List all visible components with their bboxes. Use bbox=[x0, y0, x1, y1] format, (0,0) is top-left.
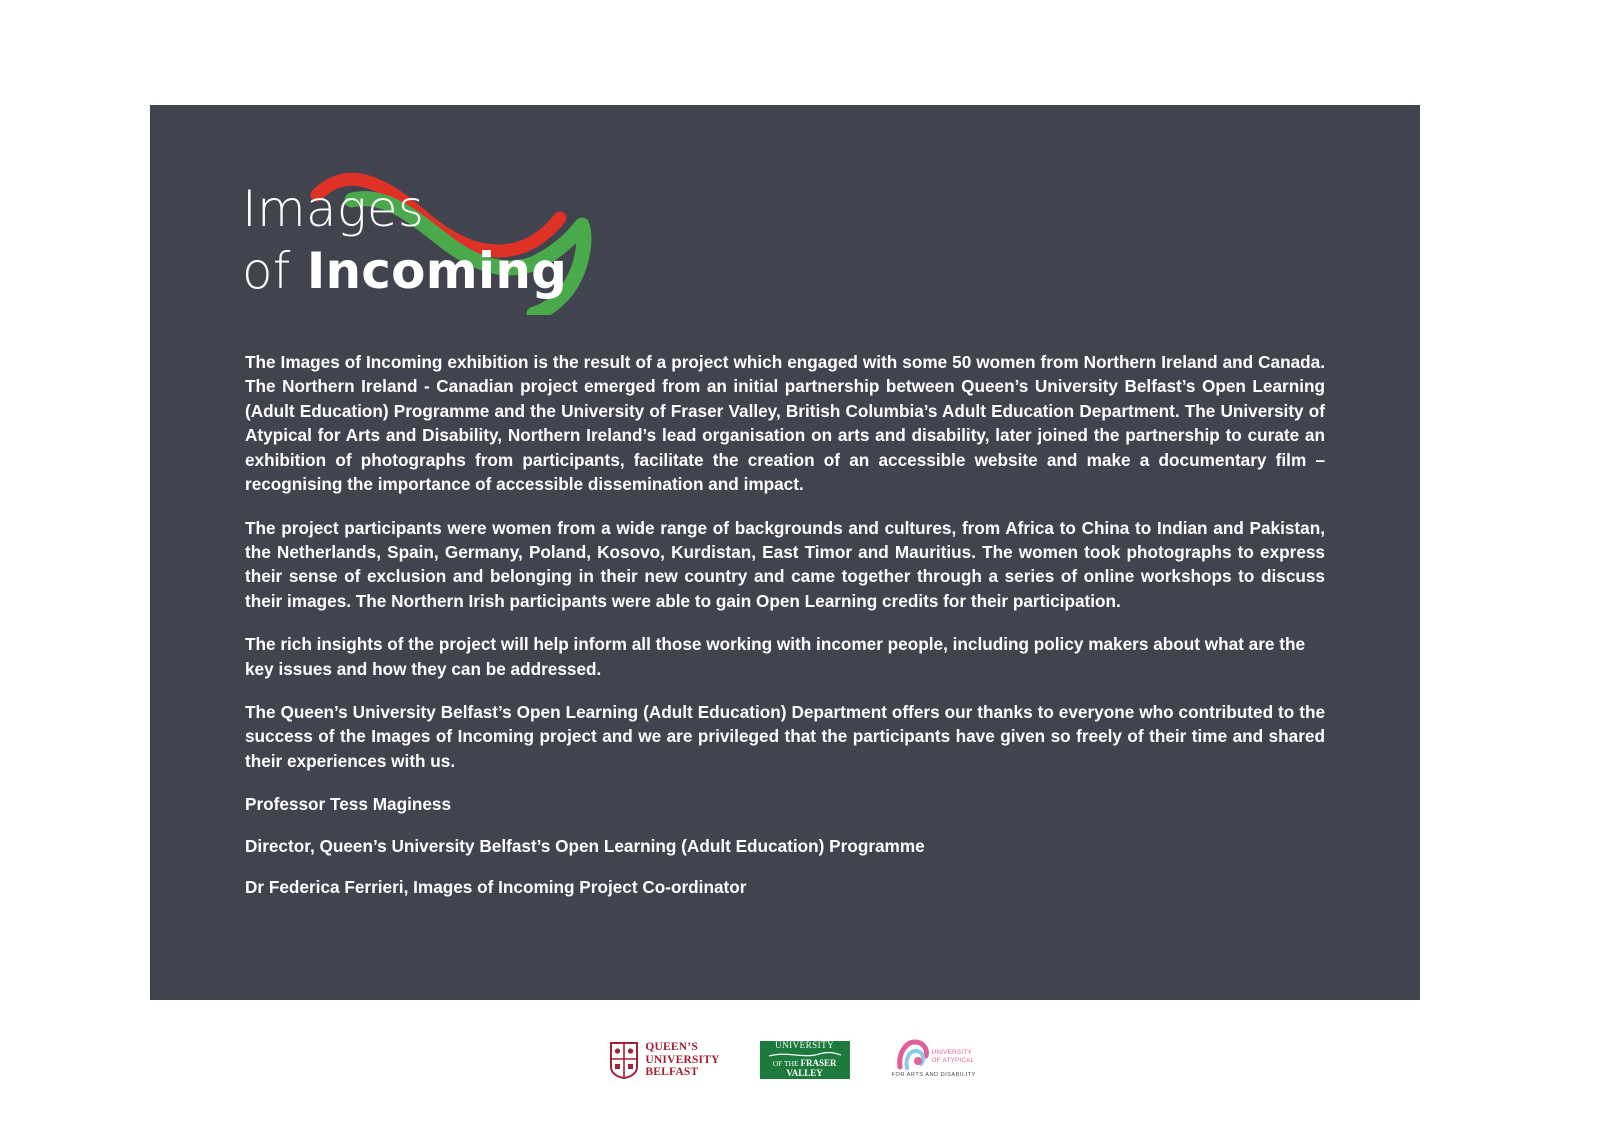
signature-title: Director, Queen’s University Belfast’s Open Learning (Adult Education) Programme bbox=[245, 835, 925, 856]
queens-university-belfast-logo bbox=[609, 1041, 719, 1080]
logo-wordmark bbox=[242, 178, 567, 302]
images-of-incoming-logo bbox=[242, 140, 622, 315]
body-copy bbox=[245, 350, 1325, 917]
qub-wordmark bbox=[645, 1041, 719, 1080]
paragraph-1: The Images of Incoming exhibition is the result of a project which engaged with some 50 women from Northern Ireland and Canada. The Northern Ireland - Canadian project emerged from an initial partnership between Queen’s University Belfast’s Open Learning (Adult Education) Programme and the University of Fraser Valley, British Columbia’s Adult Education Department. The University of Atypical for Arts and Disability, Northern Ireland’s lead organisation on arts and disability, later joined the partnership to curate an exhibition of photographs from participants, facilitate the creation of an accessible website and make a documentary film – recognising the importance of accessible dissemination and impact. bbox=[245, 352, 1325, 495]
qub-line-1: QUEEN’S bbox=[645, 1040, 698, 1053]
logo-line-of-incoming bbox=[242, 240, 567, 302]
atypical-line-1: UNIVERSITY bbox=[931, 1049, 972, 1056]
ufv-line-university: UNIVERSITY bbox=[775, 1040, 835, 1051]
university-of-atypical-logo bbox=[890, 1039, 990, 1081]
content-panel bbox=[150, 105, 1420, 1000]
logo-word-incoming: Incoming bbox=[306, 242, 568, 300]
paragraph-2: The project participants were women from a wide range of backgrounds and cultures, from Africa to China to Indian and Pakistan, the Netherlands, Spain, Germany, Poland, Kosovo, Kurdistan, East Timor and Mauritius. The women took photographs to express their sense of exclusion and belonging in their new country and came together through a series of online workshops to discuss their images. The Northern Irish participants were able to gain Open Learning credits for their participation. bbox=[245, 517, 1325, 611]
signature-name: Professor Tess Maginess bbox=[245, 794, 452, 815]
logo-word-of: of bbox=[242, 242, 307, 300]
logo-line-images: Images bbox=[242, 180, 425, 238]
qub-line-3: BELFAST bbox=[645, 1066, 699, 1079]
paragraph-3: The rich insights of the project will help inform all those working with incomer people, including policy makers about what are the key issues and how they can be addressed. bbox=[245, 634, 1306, 679]
paragraph-4: The Queen’s University Belfast’s Open Learning (Adult Education) Department offers our thanks to everyone who contributed to the success of the Images of Incoming project and we are privileged that the participants have given so freely of their time and shared their experiences with us. bbox=[245, 702, 1325, 771]
qub-crest-icon bbox=[609, 1041, 639, 1079]
footer-logos bbox=[0, 1020, 1599, 1100]
atypical-tagline: FOR ARTS AND DISABILITY bbox=[891, 1072, 976, 1078]
signature-coordinator: Dr Federica Ferrieri, Images of Incoming Project Co-ordinator bbox=[245, 877, 747, 898]
atypical-line-2: OF ATYPICAL bbox=[931, 1056, 975, 1064]
ufv-wordmark-bottom bbox=[760, 1059, 850, 1079]
ufv-line-fraservalley: FRASER VALLEY bbox=[786, 1058, 837, 1078]
university-of-fraser-valley-logo bbox=[760, 1041, 850, 1079]
atypical-wordmark bbox=[932, 1049, 975, 1065]
qub-line-2: UNIVERSITY bbox=[645, 1053, 720, 1066]
atypical-mark-icon bbox=[896, 1039, 930, 1071]
ufv-line-ofthe: OF THE bbox=[772, 1059, 799, 1069]
